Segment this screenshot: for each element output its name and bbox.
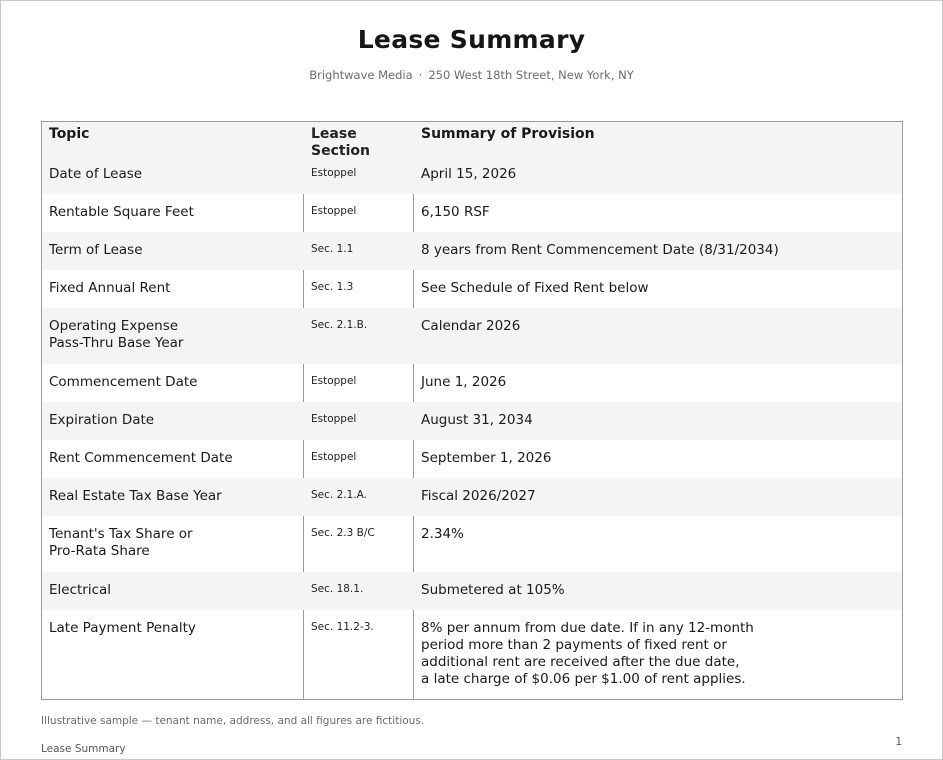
row-lease-section: Estoppel bbox=[311, 413, 357, 425]
row-provision: 8% per annum from due date. If in any 12-month period more than 2 payments of fixed rent or additional rent are received after the due date, a late charge of $0.06 per $1.00 of rent applies. bbox=[421, 620, 754, 687]
table-row bbox=[42, 156, 902, 194]
page-title: Lease Summary bbox=[357, 25, 586, 54]
row-provision: See Schedule of Fixed Rent below bbox=[421, 280, 649, 296]
row-topic: Date of Lease bbox=[49, 166, 143, 182]
row-provision: Calendar 2026 bbox=[421, 318, 521, 334]
table-row bbox=[42, 308, 902, 364]
row-topic: Rent Commencement Date bbox=[49, 450, 233, 466]
row-lease-section: Sec. 2.1.A. bbox=[311, 489, 367, 501]
row-topic: Rentable Square Feet bbox=[49, 204, 194, 220]
table-row bbox=[42, 232, 902, 270]
table-row bbox=[42, 364, 902, 402]
row-topic: Electrical bbox=[49, 582, 112, 598]
lease-summary-table bbox=[41, 121, 903, 700]
row-topic: Late Payment Penalty bbox=[49, 620, 196, 636]
row-topic: Fixed Annual Rent bbox=[49, 280, 171, 296]
table-row bbox=[42, 402, 902, 440]
row-topic: Term of Lease bbox=[49, 242, 143, 258]
company-name: Brightwave Media bbox=[309, 68, 413, 82]
table-row bbox=[42, 270, 902, 308]
row-lease-section: Sec. 2.3 B/C bbox=[311, 527, 375, 539]
footer-label: Lease Summary bbox=[41, 743, 126, 755]
row-lease-section: Estoppel bbox=[311, 167, 357, 179]
row-provision: September 1, 2026 bbox=[421, 450, 552, 466]
header-topic: Topic bbox=[49, 126, 90, 142]
table-row bbox=[42, 610, 902, 702]
row-lease-section: Sec. 1.3 bbox=[311, 281, 354, 293]
row-topic: Commencement Date bbox=[49, 374, 198, 390]
row-lease-section: Sec. 1.1 bbox=[311, 243, 354, 255]
row-provision: 8 years from Rent Commencement Date (8/31/2034) bbox=[421, 242, 779, 258]
row-lease-section: Estoppel bbox=[311, 205, 357, 217]
row-lease-section: Sec. 18.1. bbox=[311, 583, 364, 595]
table-row bbox=[42, 478, 902, 516]
table-row bbox=[42, 440, 902, 478]
header-summary-of-provision: Summary of Provision bbox=[421, 126, 595, 142]
row-lease-section: Sec. 11.2-3. bbox=[311, 621, 374, 633]
row-provision: 2.34% bbox=[421, 526, 464, 542]
row-provision: Fiscal 2026/2027 bbox=[421, 488, 536, 504]
subtitle-separator: · bbox=[418, 68, 423, 82]
row-provision: Submetered at 105% bbox=[421, 582, 565, 598]
table-row bbox=[42, 194, 902, 232]
page-subtitle bbox=[1, 68, 942, 82]
row-provision: June 1, 2026 bbox=[421, 374, 507, 390]
table-row bbox=[42, 516, 902, 572]
row-provision: August 31, 2034 bbox=[421, 412, 533, 428]
row-lease-section: Estoppel bbox=[311, 451, 357, 463]
row-provision: 6,150 RSF bbox=[421, 204, 490, 220]
row-topic: Operating Expense Pass-Thru Base Year bbox=[49, 318, 184, 351]
row-lease-section: Sec. 2.1.B. bbox=[311, 319, 368, 331]
header-lease-section: Lease Section bbox=[311, 126, 370, 156]
property-address: 250 West 18th Street, New York, NY bbox=[428, 68, 634, 82]
page-number: 1 bbox=[895, 736, 902, 748]
table-header-row bbox=[42, 122, 902, 156]
table-row bbox=[42, 572, 902, 610]
disclaimer-note: Illustrative sample — tenant name, address, and all figures are fictitious. bbox=[41, 715, 425, 727]
row-provision: April 15, 2026 bbox=[421, 166, 517, 182]
row-topic: Tenant's Tax Share or Pro-Rata Share bbox=[49, 526, 193, 559]
row-topic: Real Estate Tax Base Year bbox=[49, 488, 222, 504]
row-topic: Expiration Date bbox=[49, 412, 155, 428]
row-lease-section: Estoppel bbox=[311, 375, 357, 387]
